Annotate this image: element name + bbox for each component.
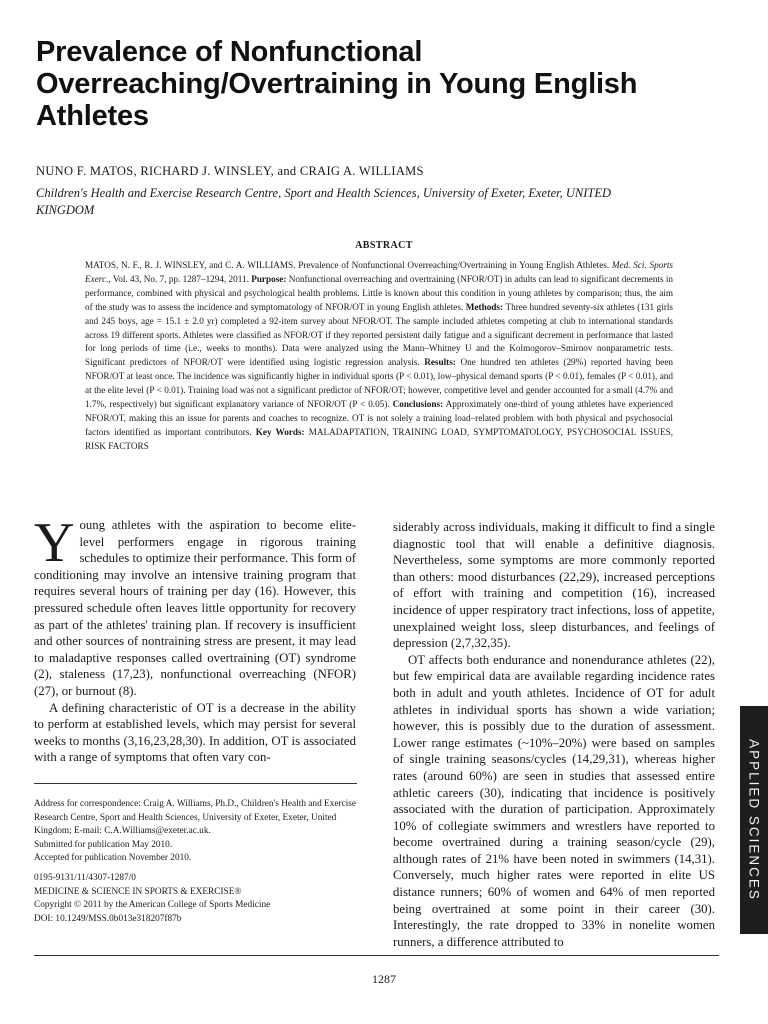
paragraph: A defining characteristic of OT is a decrease in the ability to perform at established levels, which may persist for several weeks to months (3,16,23,28,30). In addition, OT is associated with a range of symptoms that often vary con-: [34, 700, 356, 765]
submitted-date: Submitted for publication May 2010.: [34, 839, 173, 850]
page-number: 1287: [372, 972, 396, 986]
drop-cap: Y: [34, 512, 75, 574]
methods-label: Methods:: [465, 301, 504, 312]
keywords-label: Key Words:: [255, 426, 305, 437]
purpose-text: Nonfunctional overreaching and overtraining (NFOR/OT) in adults can lead to significant decrements in performance, combined with physical and psychological health problems. Little is known about this condition in young athletes by comparison; thus, the aim of the study was to assess the incidence and symptomatology of NFOR/OT in young English athletes.: [85, 273, 674, 312]
issn: 0195-9131/11/4307-1287/0: [34, 873, 136, 883]
conclusions-label: Conclusions:: [392, 399, 444, 410]
purpose-label: Purpose:: [251, 273, 287, 284]
results-label: Results:: [424, 357, 456, 368]
correspondence-footnote: [34, 798, 364, 866]
abstract-citation: MATOS, N. F., R. J. WINSLEY, and C. A. WILLIAMS. Prevalence of Nonfunctional Overreaching/Overtraining in Young English Athletes.: [85, 260, 610, 270]
paragraph-text: oung athletes with the aspiration to become elite-level performers engage in rigorous training schedules to optimize their performance. This form of conditioning may involve an intensive training program that requires several hours of training per day (16). However, this pressured schedule often leaves little opportunity for recovery as part of the athletes' training plan. If recovery is insufficient and other sources of nontraining stress are present, it may lead to maladaptive responses called overtraining (OT) syndrome (2), staleness (17,23), nonfunctional overreaching (NFOR) (27), or burnout (8).: [34, 518, 356, 698]
page-bottom-divider: [34, 955, 719, 956]
body-column-right: [393, 519, 715, 950]
volume-info: , Vol. 43, No. 7, pp. 1287–1294, 2011.: [108, 273, 249, 284]
footnote-divider: [34, 783, 357, 784]
section-side-tab: [740, 706, 768, 934]
methods-text: Three hundred seventy-six athletes (131 girls and 245 boys, age = 15.1 ± 2.0 yr) completed a 92-item survey about NFOR/OT. The sample included athletes competing at club to international standards across 19 different sports. Athletes were classified as NFOR/OT if they reported persistent daily fatigue and a significant decrement in performance that lasted for long periods of time (i.e., weeks to months). Data were analyzed using the Mann–Whitney U and the Kolmogorov–Smirnov nonparametric tests. Significant predictors of NFOR/OT were identified using logistic regression analysis.: [85, 301, 674, 368]
paragraph: OT affects both endurance and nonendurance athletes (22), but few empirical data are available regarding incidence rates both in adult and youth athletes. Incidence of OT for adult athletes in individual sports has shown a wide variation; however, this is possibly due to the duration of assessment. Lower range estimates (~10%–20%) were based on samples of single training seasons/cycles (14,29,31), whereas higher rates (around 60%) are seen in studies that assessed entire athletic careers (30), indicating that incidence is positively associated with the duration of participation. Approximately 10% of collegiate swimmers and wrestlers have reported to become overtrained during a training season/cycle (29), although rates of 21% have been noted in swimmers (14,31). Conversely, much higher rates were reported in elite US distance runners; 60% of women and 64% of men reported being overtrained at some point in their career (30). Interestingly, the rate dropped to 33% in nonelite women runners, a difference attributed to: [393, 652, 715, 949]
results-text: One hundred ten athletes (29%) reported having been NFOR/OT at least once. The incidence was significantly higher in individual sports (P < 0.01), low–physical demand sports (P < 0.01), females (P < 0.01), and at the elite level (P < 0.01). Training load was not a significant predictor of NFOR/OT; however, competitive level and gender accounted for a small (4.7% and 1.7%, respectively) but significant explanatory variance of NFOR/OT (P < 0.05).: [85, 357, 674, 410]
article-title: Prevalence of Nonfunctional Overreaching/Overtraining in Young English Athletes: [36, 36, 638, 132]
accepted-date: Accepted for publication November 2010.: [34, 853, 192, 863]
abstract-heading: ABSTRACT: [355, 240, 413, 251]
author-list: NUNO F. MATOS, RICHARD J. WINSLEY, and CRAIG A. WILLIAMS: [36, 164, 424, 178]
paragraph: [34, 512, 356, 700]
abstract-body: [85, 259, 673, 454]
journal-name: MEDICINE & SCIENCE IN SPORTS & EXERCISE®: [34, 886, 242, 897]
doi: DOI: 10.1249/MSS.0b013e318207f87b: [34, 913, 182, 924]
publication-footnote: [34, 872, 364, 926]
author-affiliation: Children's Health and Exercise Research Centre, Sport and Health Sciences, University of Exeter, Exeter, UNITED KINGDOM: [36, 186, 611, 217]
conclusions-text: Approximately one-third of young athletes have experienced NFOR/OT, making this an issue for parents and coaches to recognize. OT is not solely a training load–related problem with both physical and psychosocial factors identified as important contributors.: [85, 399, 674, 437]
keywords-text: MALADAPTATION, TRAINING LOAD, SYMPTOMATOLOGY, PSYCHOSOCIAL ISSUES, RISK FACTORS: [85, 426, 674, 451]
body-column-left: [34, 512, 356, 766]
paragraph: siderably across individuals, making it difficult to find a single diagnostic tool that will enable a definitive diagnosis. Nevertheless, some symptoms are more commonly reported than others: mood disturbances (22,29), increased perceptions of effort with training and competition (16), increased incidence of upper respiratory tract infections, loss of appetite, unexplained weight loss, sleep disturbances, and feelings of depression (2,7,32,35).: [393, 520, 715, 651]
journal-abbreviation: Med. Sci. Sports Exerc.: [85, 260, 673, 284]
section-side-tab-label: APPLIED SCIENCES: [746, 739, 762, 901]
copyright: Copyright © 2011 by the American College of Sports Medicine: [34, 900, 271, 910]
correspondence-address: Address for correspondence: Craig A. Williams, Ph.D., Children's Health and Exercise Research Centre, Sport and Health Sciences, University of Exeter, Exeter, United Kingdom; E-mail: C.A.Williams@exeter.ac.uk.: [34, 799, 357, 836]
